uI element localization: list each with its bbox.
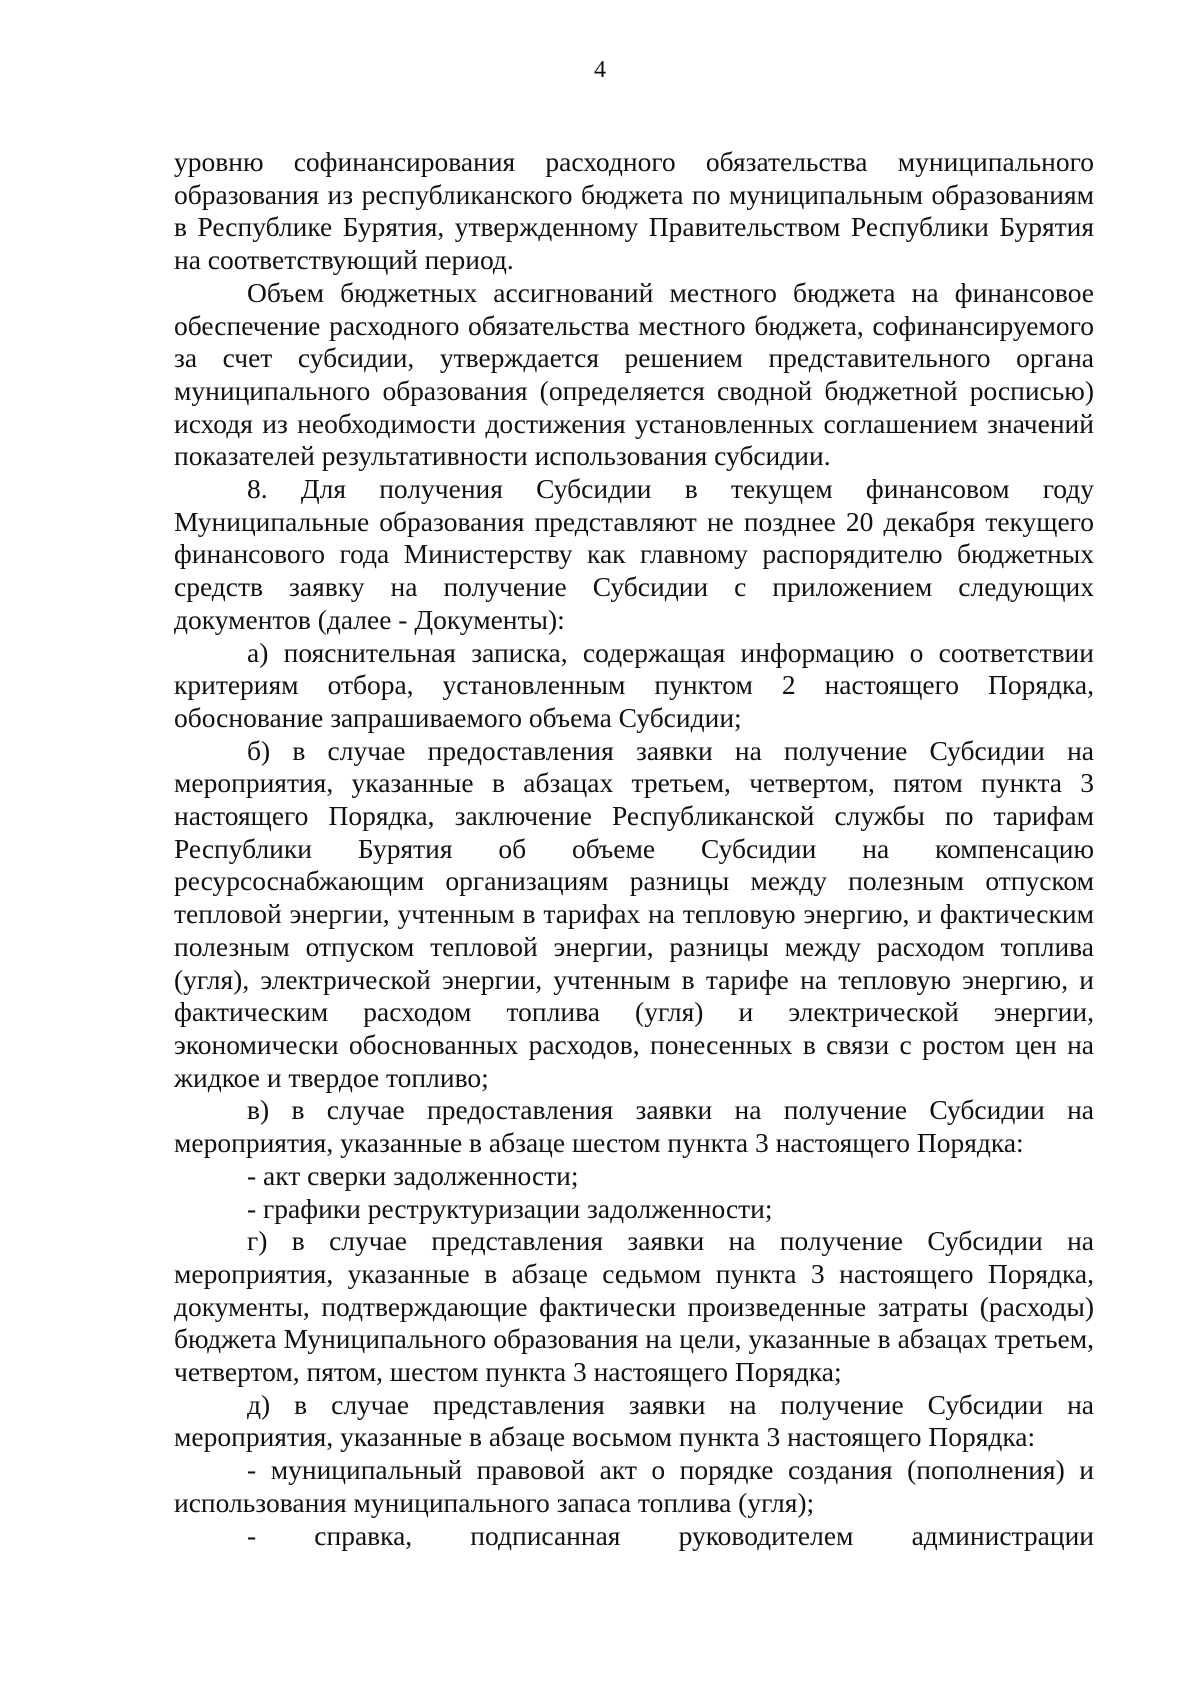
list-item-reconciliation-act: - акт сверки задолженности; — [247, 1159, 579, 1191]
paragraph-item-8: 8. Для получения Субсидии в текущем финансовом году Муниципальные образования представляют не позднее 20 декабря текущего финансового года Министерству как главному распорядителю бюджетных средств заявку на получение Субсидии с приложением следующих документов (далее - Документы): — [174, 473, 1094, 635]
list-item-certificate: - справка, подписанная руководителем администрации — [247, 1519, 1094, 1551]
paragraph-subitem-a: а) пояснительная записка, содержащая информацию о соответствии критериям отбора, установленным пунктом 2 настоящего Порядка, обоснование запрашиваемого объема Субсидии; — [174, 636, 1094, 733]
paragraph-budget-allocations: Объем бюджетных ассигнований местного бюджета на финансовое обеспечение расходного обязательства местного бюджета, софинансируемого за счет субсидии, утверждается решением представительного органа муниципального образования (определяется сводной бюджетной росписью) исходя из необходимости достижения установленных соглашением значений показателей результативности использования субсидии. — [174, 276, 1094, 472]
paragraph-continuation: уровню софинансирования расходного обязательства муниципального образования из республиканского бюджета по муниципальным образованиям в Республике Бурятия, утвержденному Правительством Республики Бурятия на соответствующий период. — [174, 146, 1094, 276]
paragraph-subitem-d: д) в случае представления заявки на получение Субсидии на мероприятия, указанные в абзаце восьмом пункта 3 настоящего Порядка: — [174, 1388, 1094, 1453]
document-body — [174, 146, 1094, 1552]
paragraph-subitem-b: б) в случае предоставления заявки на получение Субсидии на мероприятия, указанные в абзацах третьем, четвертом, пятом пункта 3 настоящего Порядка, заключение Республиканской службы по тарифам Республики Бурятия об объеме Субсидии на компенсацию ресурсоснабжающим организациям разницы между полезным отпуском тепловой энергии, учтенным в тарифах на тепловую энергию, и фактическим полезным отпуском тепловой энергии, разницы между расходом топлива (угля), электрической энергии, учтенным в тарифе на тепловую энергию, и фактическим расходом топлива (угля) и электрической энергии, экономически обоснованных расходов, понесенных в связи с ростом цен на жидкое и твердое топливо; — [174, 734, 1094, 1093]
paragraph-subitem-g: г) в случае представления заявки на получение Субсидии на мероприятия, указанные в абзаце седьмом пункта 3 настоящего Порядка, документы, подтверждающие фактически произведенные затраты (расходы) бюджета Муниципального образования на цели, указанные в абзацах третьем, четвертом, пятом, шестом пункта 3 настоящего Порядка; — [174, 1225, 1094, 1388]
list-item-municipal-act: - муниципальный правовой акт о порядке создания (пополнения) и использования муниципального запаса топлива (угля); — [174, 1454, 1094, 1518]
paragraph-subitem-v: в) в случае предоставления заявки на получение Субсидии на мероприятия, указанные в абзаце шестом пункта 3 настоящего Порядка: — [174, 1094, 1094, 1159]
list-item-restructuring-schedules: - графики реструктуризации задолженности; — [247, 1192, 773, 1224]
page-number: 4 — [594, 57, 606, 83]
